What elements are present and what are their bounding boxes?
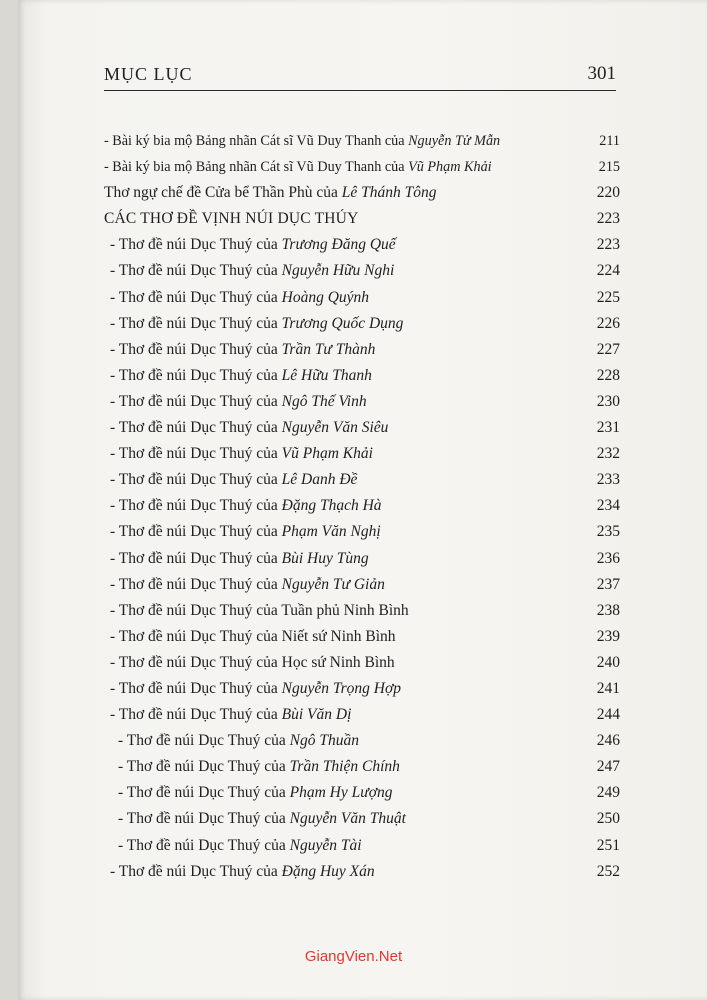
toc-entry-text: Thơ ngự chế đề Cửa bể Thần Phù của xyxy=(104,184,342,202)
toc-entry-author: Lê Hữu Thanh xyxy=(281,366,372,384)
toc-entry xyxy=(104,285,620,311)
toc-entry-text: - Thơ đề núi Dục Thuý của xyxy=(110,288,282,306)
toc-entry-text: - Thơ đề núi Dục Thuý của xyxy=(110,419,282,437)
toc-entry-page: 228 xyxy=(596,366,620,384)
toc-entry-author: Phạm Văn Nghị xyxy=(281,523,381,541)
toc-entry-page: 227 xyxy=(596,340,620,358)
toc-entry xyxy=(104,728,620,754)
toc-entry-text: - Thơ đề núi Dục Thuý của xyxy=(110,497,282,515)
toc-entry-author: Nguyễn Văn Siêu xyxy=(281,419,389,437)
toc-entry-author: Nguyễn Trọng Hợp xyxy=(281,679,402,697)
toc-entry xyxy=(104,128,620,154)
toc-entry-page: 223 xyxy=(596,236,620,254)
toc-entry-author: Đặng Thạch Hà xyxy=(281,497,382,515)
toc-entry xyxy=(104,754,620,780)
section-heading-text: CÁC THƠ ĐỀ VỊNH NÚI DỤC THÚY xyxy=(104,210,359,228)
toc-entry-text: - Thơ đề núi Dục Thuý của xyxy=(118,810,290,828)
toc-entry-page: 238 xyxy=(596,601,620,619)
toc-entry xyxy=(104,493,620,519)
toc-entry-text: - Thơ đề núi Dục Thuý của xyxy=(110,392,282,410)
toc-entry-page: 226 xyxy=(596,314,620,332)
toc-entry-page: 234 xyxy=(596,497,620,515)
toc-entry xyxy=(104,311,620,337)
toc-entry xyxy=(104,415,620,441)
toc-entry-text: - Thơ đề núi Dục Thuý của xyxy=(118,758,290,776)
toc-entry-page: 224 xyxy=(596,262,620,280)
toc-entry-page: 231 xyxy=(596,419,620,437)
header-title: MỤC LỤC xyxy=(104,64,193,84)
toc-entry-author: Nguyễn Tài xyxy=(289,836,362,854)
toc-entry xyxy=(104,572,620,598)
toc-entry-author: Lê Thánh Tông xyxy=(341,184,437,202)
toc-entry xyxy=(104,780,620,806)
toc-entry xyxy=(104,363,620,389)
toc-entry xyxy=(104,389,620,415)
toc-entry xyxy=(104,806,620,832)
toc-entry xyxy=(104,337,620,363)
toc-entry-text: - Thơ đề núi Dục Thuý của Tuần phủ Ninh Bình xyxy=(110,601,409,619)
toc-entry-page: 246 xyxy=(596,732,620,750)
toc-entry xyxy=(104,180,620,206)
toc-entry-page: 241 xyxy=(596,679,620,697)
toc-entry-text: - Thơ đề núi Dục Thuý của xyxy=(110,706,282,724)
toc-entry-text: - Thơ đề núi Dục Thuý của Niết sứ Ninh Bình xyxy=(110,627,396,645)
toc-entry-author: Nguyễn Tử Mẫn xyxy=(408,133,501,149)
toc-entry-page: 220 xyxy=(596,184,620,202)
book-page xyxy=(18,0,707,1000)
toc-entry xyxy=(104,676,620,702)
toc-entry xyxy=(104,650,620,676)
toc-entry-author: Hoàng Quýnh xyxy=(281,288,370,306)
toc-entry xyxy=(104,258,620,284)
toc-entry-author: Nguyễn Văn Thuật xyxy=(289,810,406,828)
toc-entry-text: - Thơ đề núi Dục Thuý của xyxy=(110,471,282,489)
toc-entry xyxy=(104,598,620,624)
toc-entry-page: 230 xyxy=(596,392,620,410)
toc-entry-text: - Thơ đề núi Dục Thuý của xyxy=(110,679,282,697)
toc-entry-author: Vũ Phạm Khải xyxy=(408,159,492,176)
toc-entry-author: Bùi Văn Dị xyxy=(281,706,352,724)
toc-entry-page: 232 xyxy=(596,445,620,463)
toc-entry-page: 252 xyxy=(596,862,620,880)
toc-entry-author: Trần Tư Thành xyxy=(281,340,376,358)
toc-entry-author: Nguyễn Hữu Nghi xyxy=(281,262,395,280)
toc-entry-page: 225 xyxy=(596,288,620,306)
toc-entry-page: 223 xyxy=(596,210,620,228)
table-of-contents xyxy=(104,128,620,885)
toc-entry-text: - Thơ đề núi Dục Thuý của xyxy=(110,314,282,332)
toc-entry-page: 247 xyxy=(596,758,620,776)
toc-entry-text: - Thơ đề núi Dục Thuý của xyxy=(110,236,282,254)
toc-entry-page: 233 xyxy=(596,471,620,489)
toc-entry-page: 215 xyxy=(598,159,620,176)
toc-entry xyxy=(104,702,620,728)
toc-entry-page: 249 xyxy=(596,784,620,802)
toc-entry-author: Lê Danh Đề xyxy=(281,471,358,489)
toc-entry-text: - Thơ đề núi Dục Thuý của xyxy=(110,575,282,593)
toc-entry-text: - Thơ đề núi Dục Thuý của xyxy=(110,549,282,567)
toc-entry-author: Bùi Huy Tùng xyxy=(281,549,369,567)
toc-entry xyxy=(104,154,620,180)
toc-entry-text: - Thơ đề núi Dục Thuý của xyxy=(110,862,282,880)
toc-entry-text: - Bài ký bia mộ Bảng nhãn Cát sĩ Vũ Duy Thanh của xyxy=(104,159,409,176)
toc-entry xyxy=(104,624,620,650)
toc-entry-text: - Thơ đề núi Dục Thuý của xyxy=(118,784,290,802)
toc-entry-text: - Bài ký bia mộ Bảng nhãn Cát sĩ Vũ Duy Thanh của xyxy=(104,133,409,149)
page-header xyxy=(104,62,616,91)
toc-entry xyxy=(104,859,620,885)
toc-entry-page: 244 xyxy=(596,706,620,724)
toc-entry-author: Trần Thiện Chính xyxy=(289,758,400,776)
toc-entry-text: - Thơ đề núi Dục Thuý của xyxy=(118,836,290,854)
toc-section-heading xyxy=(104,206,620,232)
toc-entry-page: 211 xyxy=(599,133,620,149)
toc-entry-text: - Thơ đề núi Dục Thuý của xyxy=(110,523,282,541)
toc-entry-text: - Thơ đề núi Dục Thuý của xyxy=(110,366,282,384)
toc-entry-page: 237 xyxy=(596,575,620,593)
toc-entry-author: Phạm Hy Lượng xyxy=(289,784,393,802)
header-page-number: 301 xyxy=(587,63,616,84)
toc-entry xyxy=(104,833,620,859)
toc-entry xyxy=(104,232,620,258)
toc-entry xyxy=(104,546,620,572)
toc-entry-author: Đặng Huy Xán xyxy=(281,862,375,880)
toc-entry-page: 236 xyxy=(596,549,620,567)
toc-entry-author: Ngô Thế Vinh xyxy=(281,392,367,410)
toc-entry-text: - Thơ đề núi Dục Thuý của xyxy=(118,732,290,750)
toc-entry-page: 239 xyxy=(596,627,620,645)
toc-entry-page: 251 xyxy=(596,836,620,854)
toc-entry xyxy=(104,519,620,545)
toc-entry-author: Trương Đăng Quế xyxy=(281,236,396,254)
toc-entry xyxy=(104,467,620,493)
toc-entry-author: Trương Quốc Dụng xyxy=(281,314,404,332)
toc-entry-text: - Thơ đề núi Dục Thuý của xyxy=(110,445,282,463)
toc-entry-text: - Thơ đề núi Dục Thuý của xyxy=(110,262,282,280)
toc-entry-page: 240 xyxy=(596,653,620,671)
toc-entry xyxy=(104,441,620,467)
watermark-text: GiangVien.Net xyxy=(304,948,403,965)
toc-entry-author: Nguyễn Tư Giản xyxy=(281,575,385,593)
toc-entry-page: 250 xyxy=(596,810,620,828)
toc-entry-page: 235 xyxy=(596,523,620,541)
toc-entry-author: Ngô Thuần xyxy=(289,732,359,750)
toc-entry-text: - Thơ đề núi Dục Thuý của Học sứ Ninh Bình xyxy=(110,653,395,671)
toc-entry-text: - Thơ đề núi Dục Thuý của xyxy=(110,340,282,358)
toc-entry-author: Vũ Phạm Khải xyxy=(281,445,373,463)
